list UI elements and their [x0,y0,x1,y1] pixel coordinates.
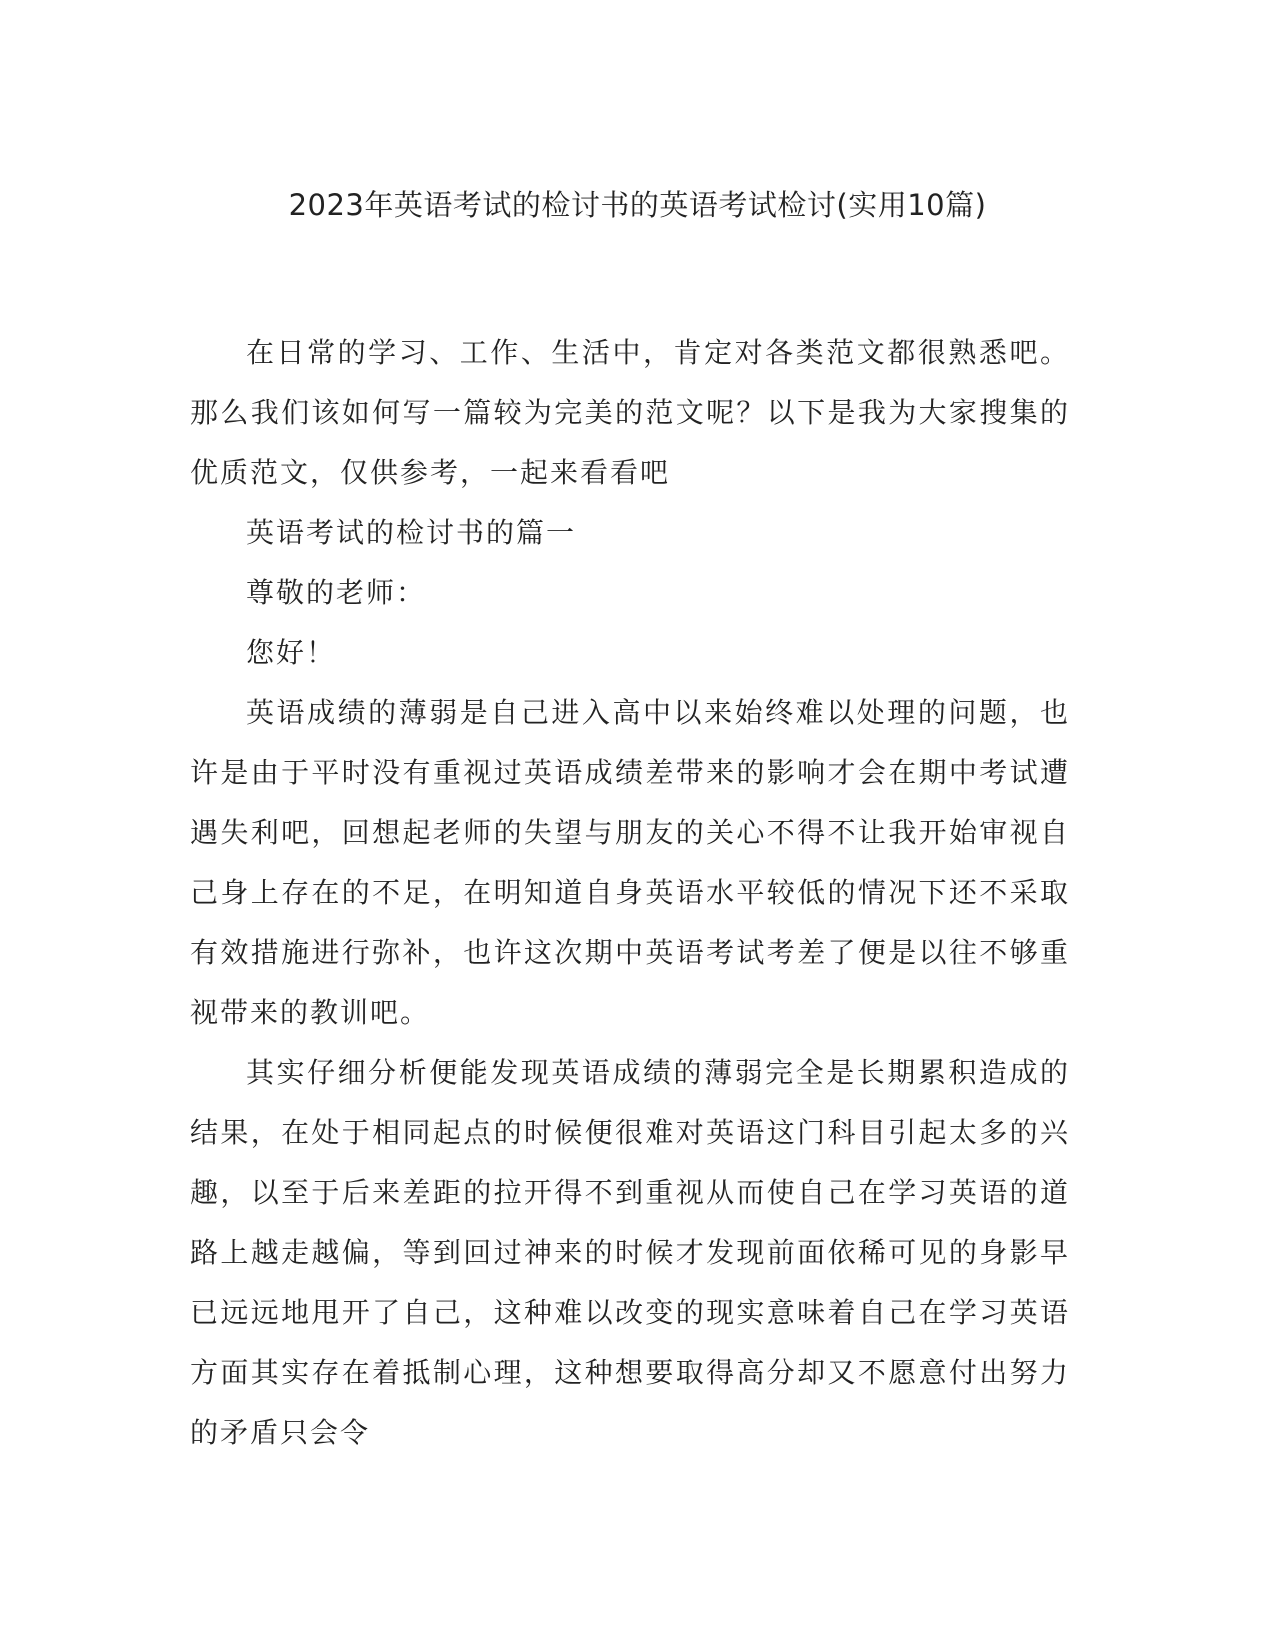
paragraph-body-1: 英语成绩的薄弱是自己进入高中以来始终难以处理的问题，也许是由于平时没有重视过英语成绩差带来的影响才会在期中考试遭遇失利吧，回想起老师的失望与朋友的关心不得不让我开始审视自己身上存在的不足，在明知道自身英语水平较低的情况下还不采取有效措施进行弥补，也许这次期中英语考试考差了便是以往不够重视带来的教训吧。 [190,696,1070,1029]
paragraph-intro: 在日常的学习、工作、生活中，肯定对各类范文都很熟悉吧。那么我们该如何写一篇较为完美的范文呢？以下是我为大家搜集的优质范文，仅供参考，一起来看看吧 [190,336,1070,489]
section-heading: 英语考试的检讨书的篇一 [246,516,577,549]
greeting: 您好！ [246,636,337,669]
document-title: 2023年英语考试的检讨书的英语考试检讨(实用10篇) [288,188,987,222]
salutation: 尊敬的老师： [246,576,427,609]
document-body [190,323,1070,1463]
paragraph-body-2: 其实仔细分析便能发现英语成绩的薄弱完全是长期累积造成的结果，在处于相同起点的时候便很难对英语这门科目引起太多的兴趣，以至于后来差距的拉开得不到重视从而使自己在学习英语的道路上越走越偏，等到回过神来的时候才发现前面依稀可见的身影早已远远地甩开了自己，这种难以改变的现实意味着自己在学习英语方面其实存在着抵制心理，这种想要取得高分却又不愿意付出努力的矛盾只会令 [190,1056,1070,1449]
